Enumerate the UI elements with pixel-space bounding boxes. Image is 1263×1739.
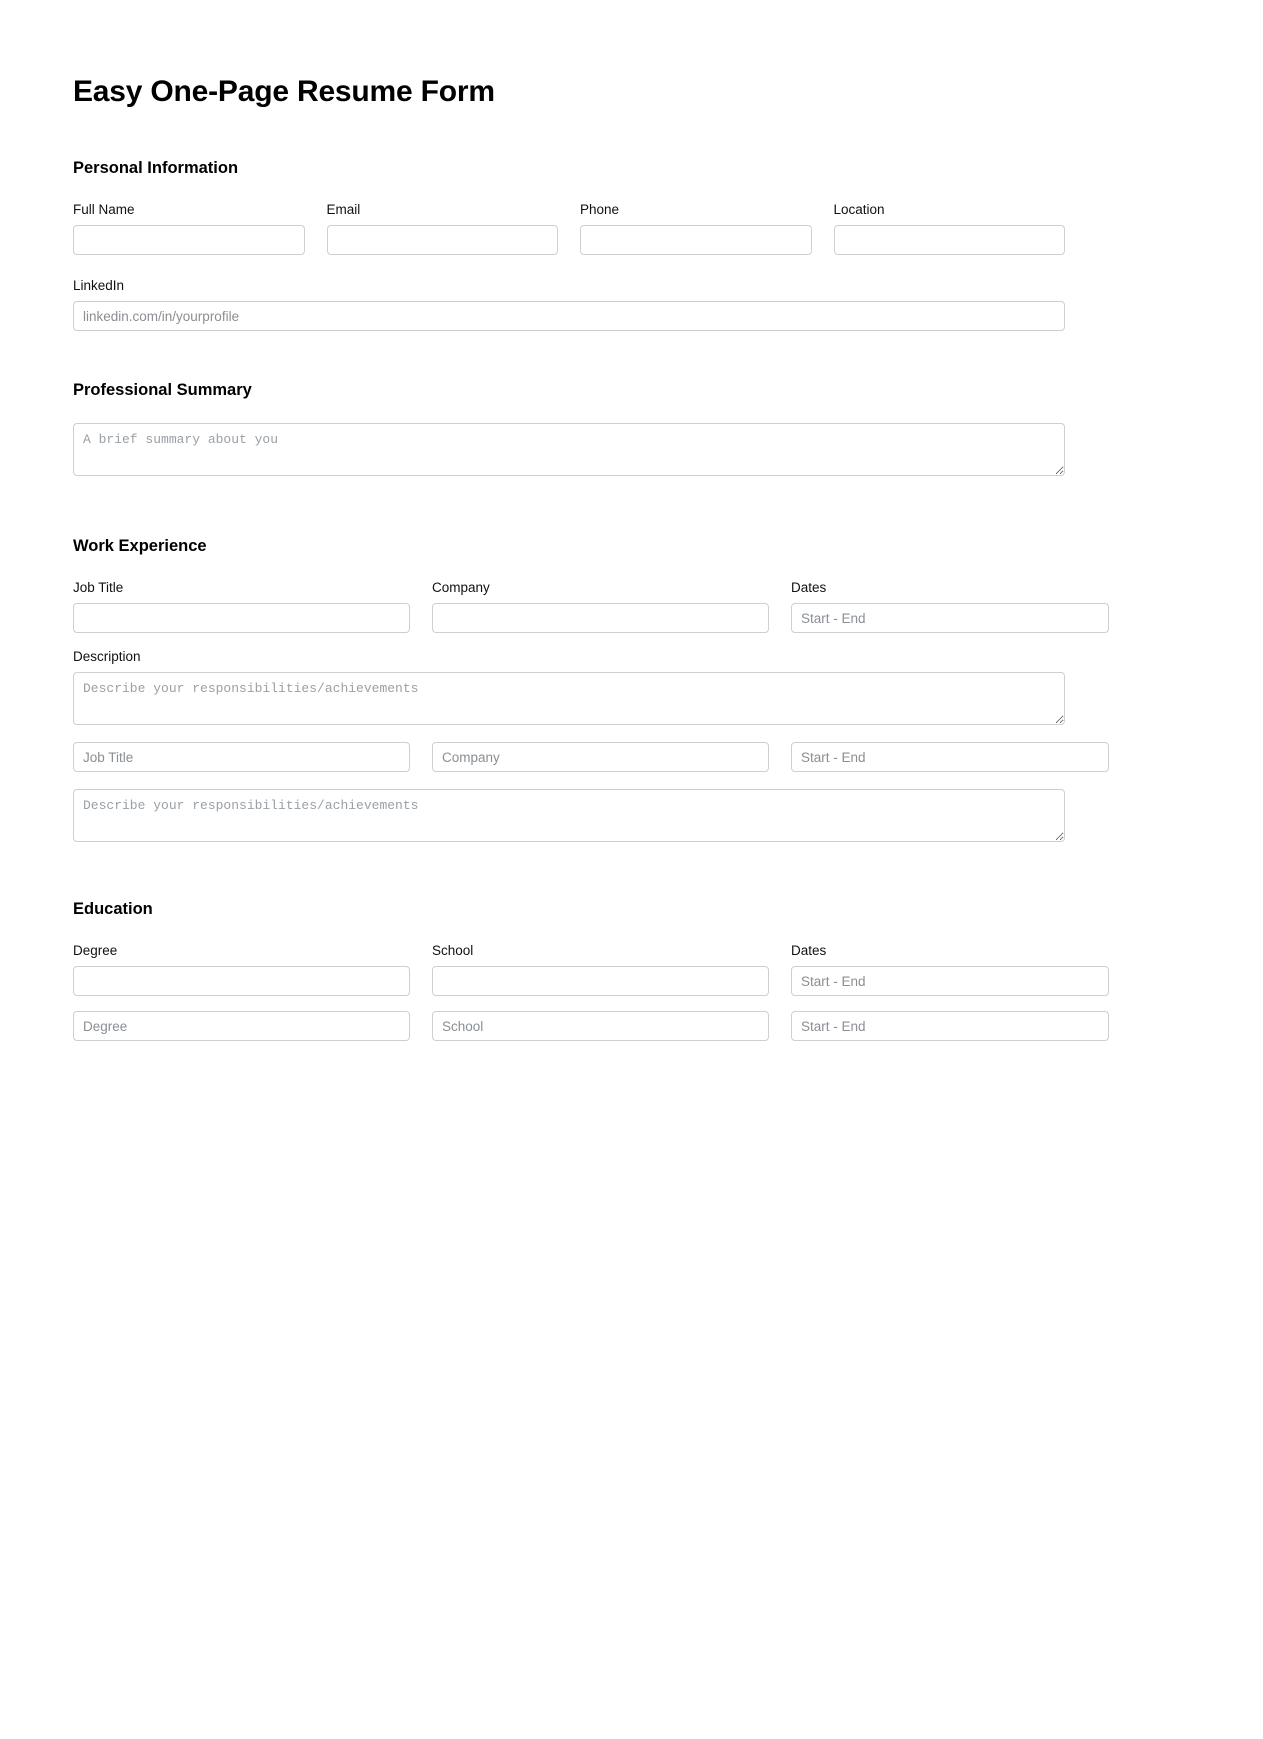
field-full-name bbox=[73, 202, 305, 255]
field-work2-dates bbox=[791, 742, 1109, 772]
section-professional-summary bbox=[73, 331, 1065, 476]
label-email: Email bbox=[326, 202, 361, 217]
label-location: Location bbox=[833, 202, 885, 217]
section-personal-information bbox=[73, 110, 1065, 331]
input-work1-job-title[interactable] bbox=[73, 603, 410, 633]
field-edu1-school bbox=[432, 943, 769, 996]
field-work1-dates bbox=[791, 580, 1109, 633]
label-linkedin: LinkedIn bbox=[73, 278, 125, 293]
input-edu2-school[interactable] bbox=[432, 1011, 769, 1041]
label-edu1-dates: Dates bbox=[791, 943, 827, 958]
field-work1-company bbox=[432, 580, 769, 633]
textarea-work2-description[interactable] bbox=[73, 789, 1065, 842]
label-work1-job-title: Job Title bbox=[73, 580, 124, 595]
input-linkedin[interactable] bbox=[73, 301, 1065, 331]
input-edu2-degree[interactable] bbox=[73, 1011, 410, 1041]
field-linkedin bbox=[73, 255, 1065, 331]
input-email[interactable] bbox=[327, 225, 559, 255]
section-heading-education: Education bbox=[73, 900, 153, 918]
work-entry-1-grid bbox=[73, 556, 1065, 633]
input-work1-company[interactable] bbox=[432, 603, 769, 633]
field-edu2-dates bbox=[791, 1011, 1109, 1041]
field-work2-job-title bbox=[73, 742, 410, 772]
field-work1-description bbox=[73, 633, 1065, 725]
label-full-name: Full Name bbox=[73, 202, 135, 217]
field-work1-job-title bbox=[73, 580, 410, 633]
field-phone bbox=[580, 202, 812, 255]
input-work2-dates[interactable] bbox=[791, 742, 1109, 772]
section-work-experience bbox=[73, 476, 1065, 842]
section-heading-professional-summary: Professional Summary bbox=[73, 381, 252, 399]
label-edu1-degree: Degree bbox=[73, 943, 118, 958]
input-location[interactable] bbox=[834, 225, 1066, 255]
section-heading-work-experience: Work Experience bbox=[73, 537, 207, 555]
field-edu1-degree bbox=[73, 943, 410, 996]
field-work2-company bbox=[432, 742, 769, 772]
education-entry-1-grid bbox=[73, 919, 1065, 996]
input-work1-dates[interactable] bbox=[791, 603, 1109, 633]
input-full-name[interactable] bbox=[73, 225, 305, 255]
textarea-professional-summary[interactable] bbox=[73, 423, 1065, 476]
input-edu2-dates[interactable] bbox=[791, 1011, 1109, 1041]
input-edu1-dates[interactable] bbox=[791, 966, 1109, 996]
label-phone: Phone bbox=[580, 202, 620, 217]
section-heading-personal-information: Personal Information bbox=[73, 159, 239, 177]
field-location bbox=[834, 202, 1066, 255]
page-title: Easy One-Page Resume Form bbox=[73, 75, 495, 108]
input-edu1-school[interactable] bbox=[432, 966, 769, 996]
label-work1-description: Description bbox=[73, 649, 141, 664]
label-work1-dates: Dates bbox=[791, 580, 827, 595]
textarea-work1-description[interactable] bbox=[73, 672, 1065, 725]
field-edu2-school bbox=[432, 1011, 769, 1041]
work-entry-2-grid bbox=[73, 725, 1065, 772]
input-phone[interactable] bbox=[580, 225, 812, 255]
field-professional-summary bbox=[73, 400, 1065, 476]
section-education bbox=[73, 842, 1065, 1041]
input-work2-job-title[interactable] bbox=[73, 742, 410, 772]
form-content bbox=[73, 0, 1065, 1041]
input-work2-company[interactable] bbox=[432, 742, 769, 772]
education-entry-2-grid bbox=[73, 996, 1065, 1041]
input-edu1-degree[interactable] bbox=[73, 966, 410, 996]
personal-fields-grid bbox=[73, 178, 1065, 255]
label-edu1-school: School bbox=[432, 943, 474, 958]
field-work2-description bbox=[73, 772, 1065, 842]
field-email bbox=[327, 202, 559, 255]
field-edu2-degree bbox=[73, 1011, 410, 1041]
field-edu1-dates bbox=[791, 943, 1109, 996]
label-work1-company: Company bbox=[432, 580, 490, 595]
